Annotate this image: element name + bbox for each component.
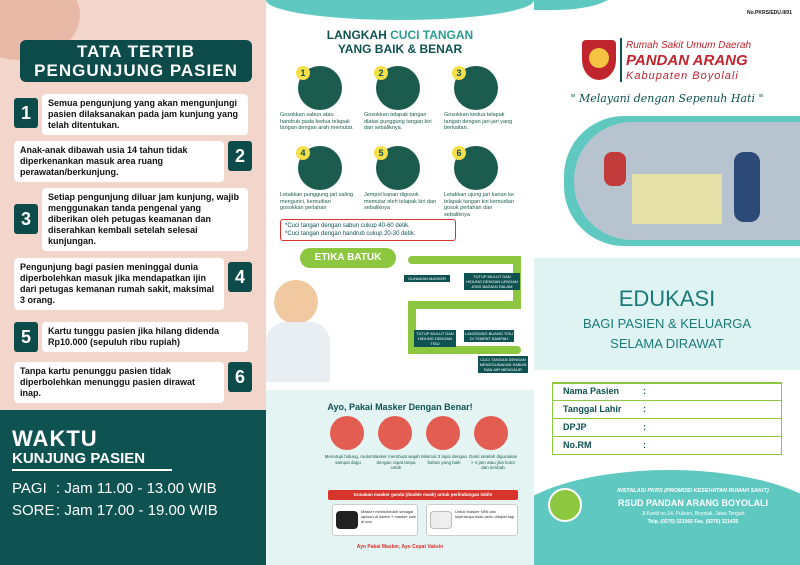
mask-title: Ayo, Pakai Masker Dengan Benar! bbox=[327, 402, 473, 412]
footer-phone: Telp. (0276) 321065 Fax. (0276) 321435 bbox=[647, 519, 739, 525]
mask-caption: Masker membuat wajah dengan rapat tanpa celah bbox=[372, 454, 420, 470]
mask-icon bbox=[336, 511, 358, 529]
rule-2-text: Anak-anak dibawah usia 14 tahun tidak diperkenankan masuk area ruang perawatan/berkunjung. bbox=[14, 141, 224, 182]
step-number: 2 bbox=[374, 66, 388, 80]
rule-number: 1 bbox=[14, 98, 38, 128]
decor-wave bbox=[534, 0, 614, 10]
rule-1-text: Semua pengunjung yang akan mengunjungi pasien dilaksanakan pada jam kunjung yang telah ditentukan. bbox=[42, 94, 248, 135]
double-mask-card-1: Masker medis/bedah sebagai lapisan di dalam + masker kain di luar bbox=[332, 504, 418, 536]
logo-divider bbox=[620, 38, 622, 82]
mask-step-icon bbox=[378, 416, 412, 450]
waktu-title: WAKTU bbox=[12, 426, 98, 451]
doc-number: No.PKRS/EDU.II/01 bbox=[746, 10, 792, 16]
double-mask-card-2: Untuk Masker N95 dan sejenisnya tidak perlu dilapisi lagi bbox=[426, 504, 518, 536]
footer-address: Jl.Kantil no.14, Pulisen, Boyolali, Jawa Tengah bbox=[641, 511, 745, 517]
mask-icon bbox=[430, 511, 452, 529]
mask-caption: Ganti setelah digunakan > 4 jam atau jika kotor dan lembab bbox=[468, 454, 518, 470]
rule-number: 2 bbox=[228, 141, 252, 171]
pkrs-logo bbox=[548, 488, 582, 522]
rule-3-text: Setiap pengunjung diluar jam kunjung, wajib menggunakan tanda pengenal yang diberikan oleh petugas keamanan dan diserahkan kembali setelah selesai kunjungan. bbox=[42, 188, 248, 251]
rule-4-text: Pengunjung bagi pasien meninggal dunia diperbolehkan masuk jika mendapatkan ijin dari petugas kemanan rumah sakit, maksimal 3 orang. bbox=[14, 258, 224, 310]
doctor-icon bbox=[274, 280, 318, 324]
visiting-rules-panel bbox=[0, 0, 266, 565]
rules-title: TATA TERTIB PENGUNJUNG PASIEN bbox=[20, 40, 252, 82]
hospital-motto: " Melayani dengan Sepenuh Hati " bbox=[570, 92, 764, 105]
step-number: 4 bbox=[296, 146, 310, 160]
cough-step: TUTUP MULUT DAN HIDUNG DENGAN LENGAN ATAS BAGIAN DALAM bbox=[464, 273, 520, 290]
birth-date-field[interactable]: Tanggal Lahir : bbox=[552, 401, 782, 419]
step-caption: Jempol kanan digosok memutar oleh telapak kiri dan sebaliknya bbox=[364, 192, 437, 211]
rule-number: 5 bbox=[14, 322, 38, 352]
mask-step-icon bbox=[474, 416, 508, 450]
dpjp-field[interactable]: DPJP : bbox=[552, 419, 782, 437]
handwash-duration-note: *Cuci tangan dengan sabun cukup 40-60 detik. *Cuci tangan dengan handrub cukup 20-30 detik. bbox=[280, 219, 456, 241]
cough-step: CUCI TANGAN DENGAN MENGGUNAKAN SABUN DAN AIR MENGALIR bbox=[479, 357, 527, 372]
step-number: 1 bbox=[296, 66, 310, 80]
pagi-time: : Jam 11.00 - 13.00 WIB bbox=[56, 480, 217, 497]
footer-hospital: RSUD PANDAN ARANG BOYOLALI bbox=[618, 498, 768, 508]
step-caption: Gosokkan telapak tangan diatas punggung tangan kiri dan sebaliknya. bbox=[364, 112, 432, 131]
pagi-label: PAGI bbox=[12, 480, 47, 497]
rule-6-text: Tanpa kartu penunggu pasien tidak diperbolehkan menunggu pasien dirawat inap. bbox=[14, 362, 224, 403]
rule-number: 3 bbox=[14, 204, 38, 234]
hospital-line1: Rumah Sakit Umum Daerah bbox=[626, 40, 752, 51]
mask-step-icon bbox=[426, 416, 460, 450]
rule-number: 4 bbox=[228, 262, 252, 292]
step-number: 6 bbox=[452, 146, 466, 160]
rule-number: 6 bbox=[228, 362, 252, 392]
step-caption: Gosokkan kedua telapak tangan dengan jari-jari yang berkaitan. bbox=[444, 112, 513, 131]
cough-step: LANGSUNG BUANG TISU DI TEMPAT SAMPAH bbox=[465, 331, 513, 341]
mask-caption: Minimal 3 lapis dengan bahan yang baik bbox=[420, 454, 468, 465]
cough-step: GUNAKAN MASKER bbox=[404, 275, 450, 282]
cover-panel bbox=[534, 0, 800, 565]
cough-etiquette-title: ETIKA BATUK bbox=[300, 248, 396, 268]
step-caption: Letakkan punggung jari saling mengunci, kemudian gosokkan perlahan bbox=[280, 192, 354, 211]
sore-time: : Jam 17.00 - 19.00 WIB bbox=[56, 502, 218, 519]
hospital-line3: Kabupaten Boyolali bbox=[626, 70, 739, 82]
double-mask-title: Gunakan masker ganda (double mask) untuk perlindungan lebih! bbox=[328, 490, 518, 500]
mask-step-icon bbox=[330, 416, 364, 450]
edu-title: EDUKASI bbox=[618, 286, 716, 311]
rule-5-text: Kartu tunggu pasien jika hilang didenda Rp10.000 (sepuluh ribu rupiah) bbox=[42, 322, 248, 352]
medical-record-field[interactable]: No.RM : bbox=[552, 437, 782, 455]
mask-caption: Menutupi hidung, mulut sampai dagu bbox=[324, 454, 372, 465]
step-number: 3 bbox=[452, 66, 466, 80]
doctor-coat bbox=[266, 322, 330, 382]
photo-nurse bbox=[734, 152, 760, 222]
edu-subtitle: BAGI PASIEN & KELUARGA bbox=[582, 316, 752, 331]
edu-title-bg bbox=[534, 258, 800, 370]
waktu-subtitle: KUNJUNG PASIEN bbox=[12, 450, 172, 471]
handwash-subtitle: YANG BAIK & BENAR bbox=[337, 42, 463, 56]
footer-unit: INSTALASI PKRS (PROMOSI KESEHATAN RUMAH SAKIT) bbox=[617, 488, 769, 494]
step-caption: Gosokkan sabun atau handrub pada kedua telapak tangan dengan arah memutar. bbox=[280, 112, 354, 131]
decor-wave bbox=[266, 0, 534, 20]
patient-name-field[interactable]: Nama Pasien : bbox=[552, 383, 782, 401]
photo-person bbox=[604, 152, 626, 186]
photo-bed bbox=[632, 174, 722, 224]
cough-step: TUTUP MULUT DAN HIDUNG DENGAN TISU bbox=[414, 330, 456, 347]
mask-footer: Ayo Pakai Masker, Ayo Cepat Vaksin bbox=[356, 544, 444, 550]
visiting-hours-section bbox=[0, 410, 266, 565]
logo-emblem bbox=[589, 48, 609, 68]
hospital-name: PANDAN ARANG bbox=[626, 52, 748, 69]
health-education-panel bbox=[266, 0, 534, 565]
handwash-title: LANGKAH CUCI TANGAN bbox=[326, 28, 474, 42]
hospital-logo bbox=[582, 40, 616, 80]
step-number: 5 bbox=[374, 146, 388, 160]
step-caption: Letakkan ujung jari kanan ke telapak tangan kiri kemudian gosok perlahan dan sebaliknya bbox=[444, 192, 515, 218]
sore-label: SORE bbox=[12, 502, 55, 519]
edu-subtitle-2: SELAMA DIRAWAT bbox=[610, 336, 724, 351]
patient-photo bbox=[574, 122, 800, 240]
